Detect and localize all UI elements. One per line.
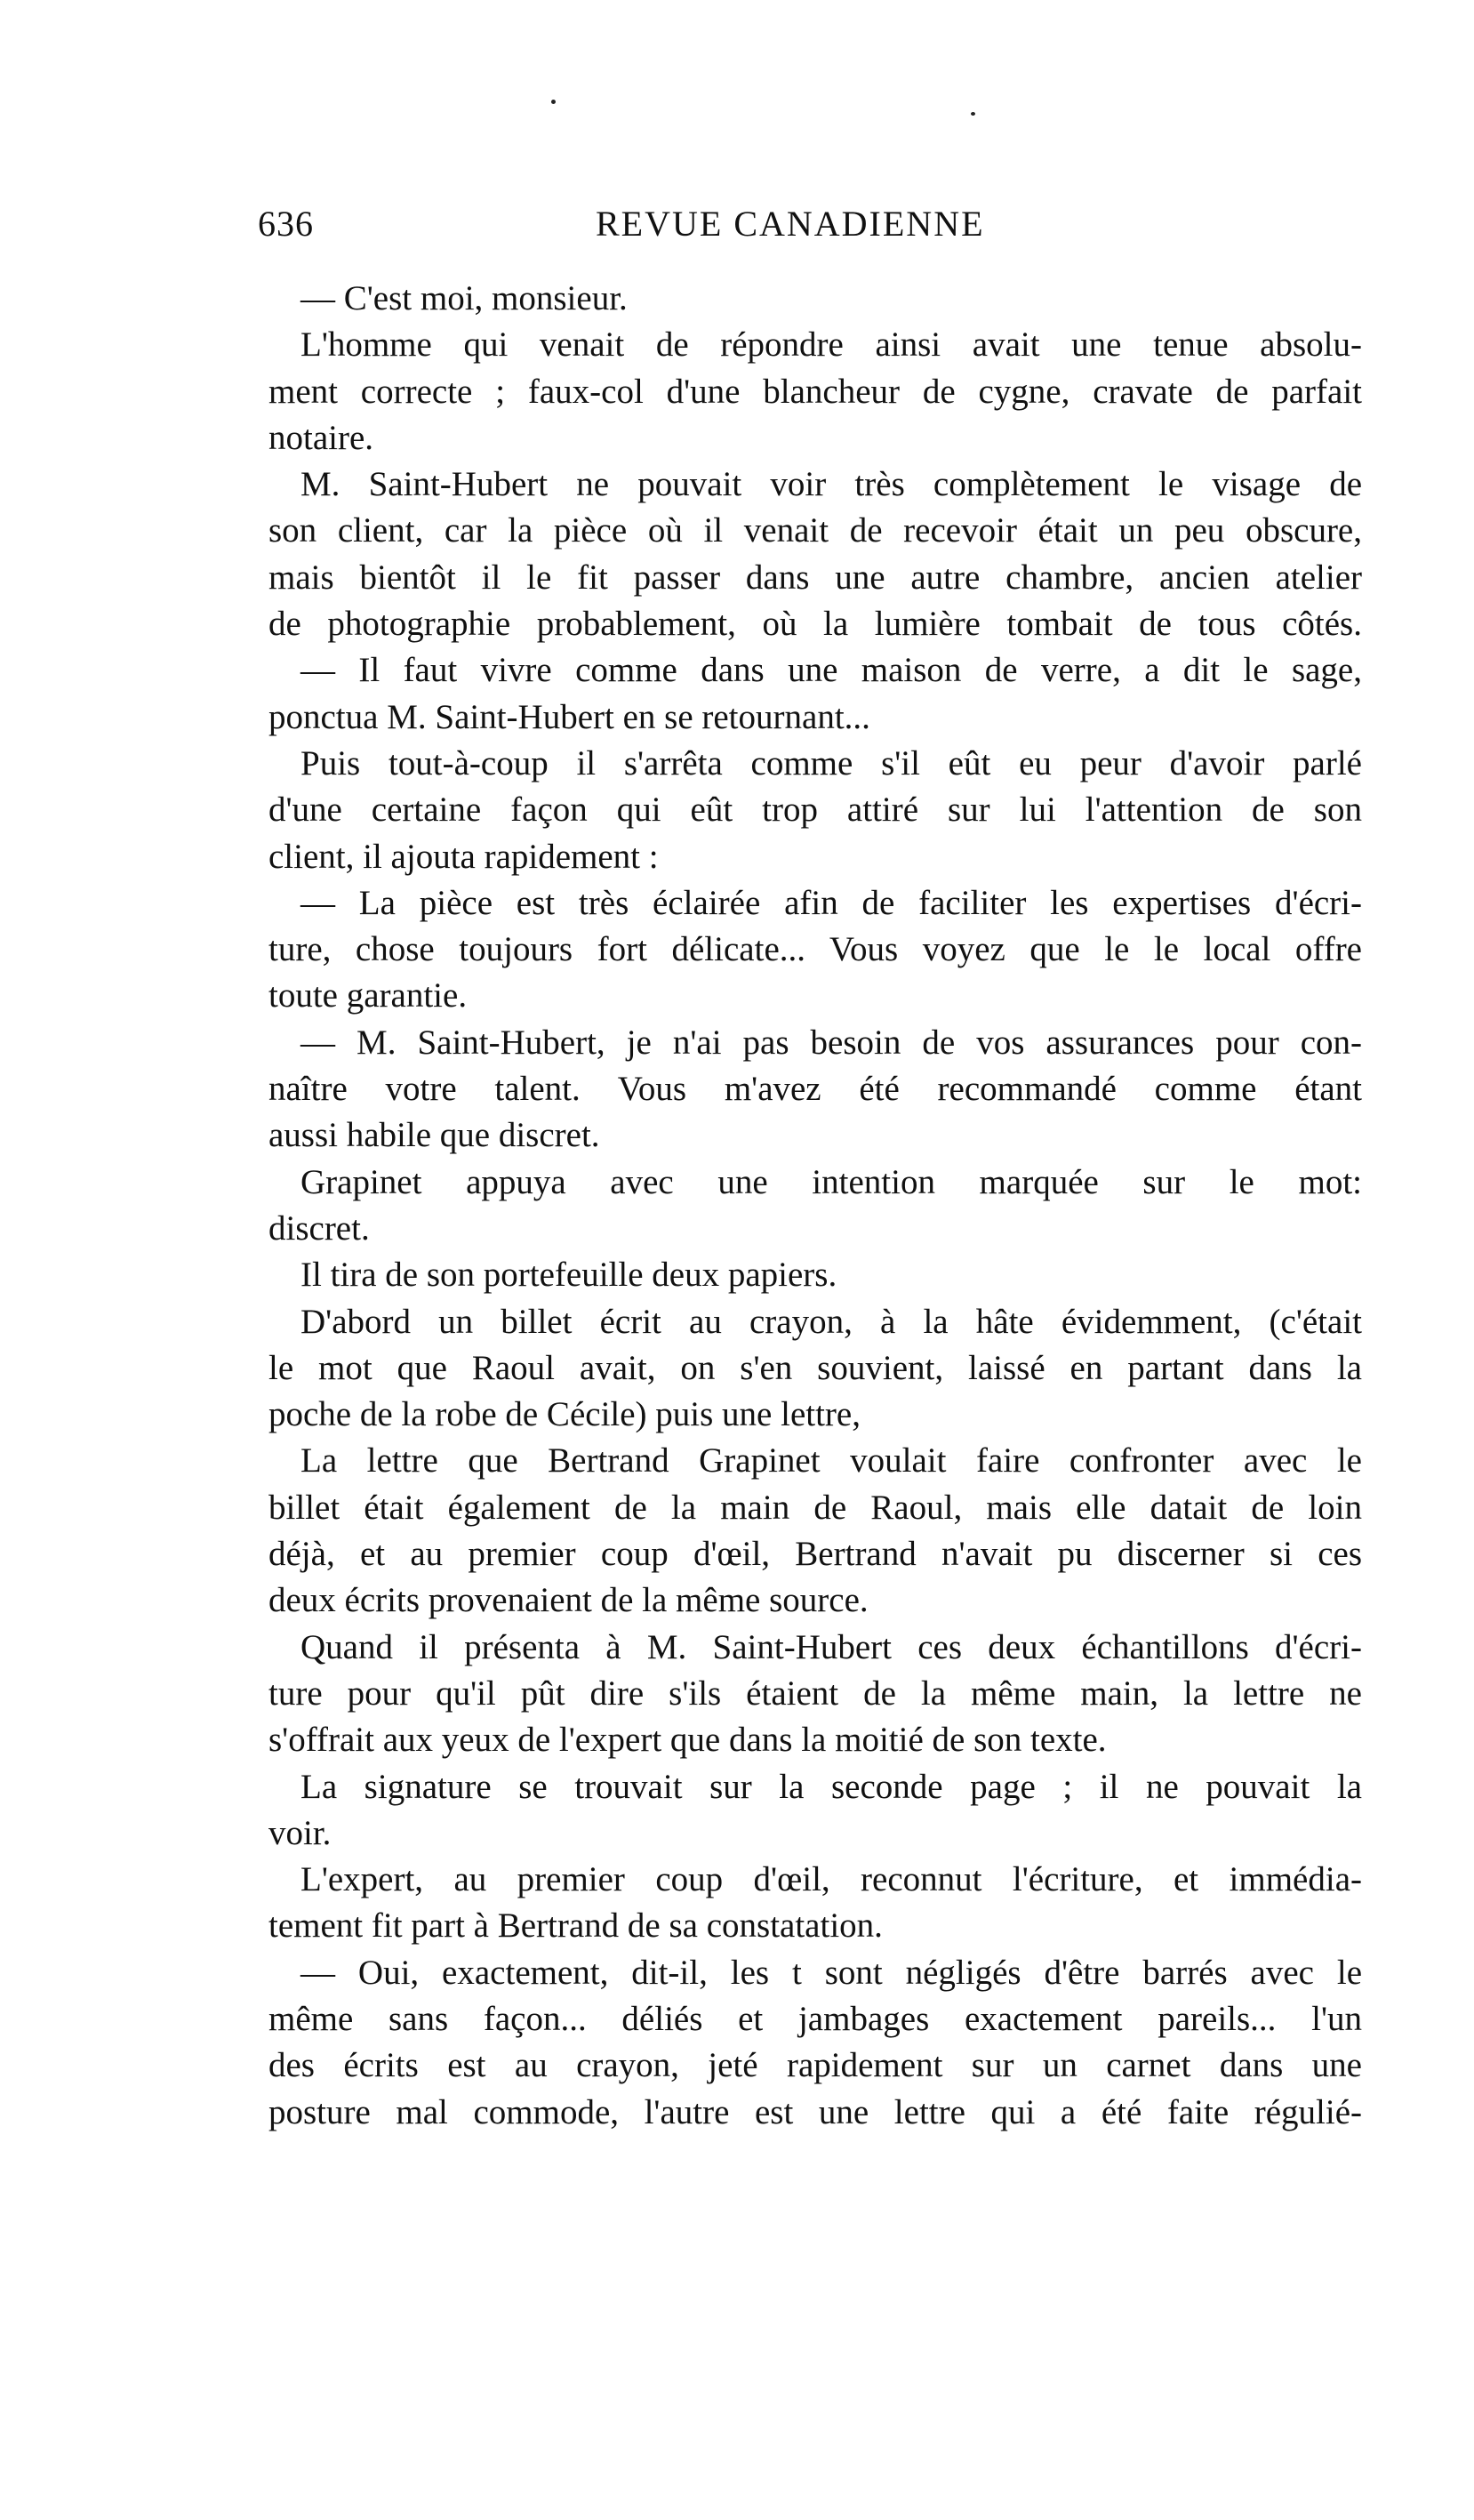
text-line: ture, chose toujours fort délicate... Vous voyez que le le local offre	[268, 930, 1362, 969]
text-line: aussi habile que discret.	[268, 1116, 600, 1155]
text-line: de photographie probablement, où la lumière tombait de tous côtés.	[268, 605, 1362, 644]
text-line: mais bientôt il le fit passer dans une autre chambre, ancien atelier	[268, 558, 1362, 597]
text-line: tement fit part à Bertrand de sa constatation.	[268, 1906, 883, 1946]
text-line: — C'est moi, monsieur.	[300, 279, 628, 317]
text-line: notaire.	[268, 418, 374, 457]
text-line: posture mal commode, l'autre est une lettre qui a été faite régulié-	[268, 2092, 1362, 2131]
text-line: billet était également de la main de Raoul, mais elle datait de loin	[268, 1488, 1362, 1527]
text-line: discret.	[268, 1208, 370, 1248]
text-line: Grapinet appuya avec une intention marquée sur le mot:	[300, 1162, 1362, 1201]
text-line: naître votre talent. Vous m'avez été recommandé comme étant	[268, 1070, 1362, 1109]
article-body	[268, 276, 1362, 2136]
text-line: toute garantie.	[268, 976, 468, 1015]
print-speck	[971, 112, 975, 116]
page-header	[258, 203, 1031, 256]
text-line: — Oui, exactement, dit-il, les t sont négligés d'être barrés avec le	[300, 1953, 1362, 1992]
text-line: L'homme qui venait de répondre ainsi avait une tenue absolu-	[300, 325, 1362, 365]
text-line: déjà, et au premier coup d'œil, Bertrand n'avait pu discerner si ces	[268, 1535, 1362, 1574]
text-line: ponctua M. Saint-Hubert en se retournant...	[268, 697, 870, 736]
text-line: d'une certaine façon qui eût trop attiré sur lui l'attention de son	[268, 791, 1362, 830]
text-line: deux écrits provenaient de la même source.	[268, 1581, 869, 1620]
print-speck	[551, 100, 556, 104]
text-line: des écrits est au crayon, jeté rapidement sur un carnet dans une	[268, 2046, 1362, 2085]
text-line: Puis tout-à-coup il s'arrêta comme s'il eût eu peur d'avoir parlé	[300, 743, 1362, 782]
text-line: ment correcte ; faux-col d'une blancheur de cygne, cravate de parfait	[268, 372, 1362, 411]
text-line: — M. Saint-Hubert, je n'ai pas besoin de vos assurances pour con-	[300, 1023, 1362, 1062]
text-line: La lettre que Bertrand Grapinet voulait faire confronter avec le	[300, 1441, 1362, 1481]
text-line: La signature se trouvait sur la seconde page ; il ne pouvait la	[300, 1767, 1362, 1806]
text-line: L'expert, au premier coup d'œil, reconnut l'écriture, et immédia-	[300, 1860, 1362, 1899]
text-line: même sans façon... déliés et jambages exactement pareils... l'un	[268, 1999, 1362, 2038]
text-line: son client, car la pièce où il venait de recevoir était un peu obscure,	[268, 511, 1362, 550]
text-line: poche de la robe de Cécile) puis une lettre,	[268, 1395, 861, 1434]
text-line: le mot que Raoul avait, on s'en souvient, laissé en partant dans la	[268, 1348, 1362, 1387]
text-line: s'offrait aux yeux de l'expert que dans la moitié de son texte.	[268, 1721, 1107, 1760]
text-line: M. Saint-Hubert ne pouvait voir très complètement le visage de	[300, 465, 1362, 504]
text-line: D'abord un billet écrit au crayon, à la hâte évidemment, (c'était	[300, 1302, 1362, 1341]
running-title: REVUE CANADIENNE	[596, 204, 985, 244]
text-line: — Il faut vivre comme dans une maison de verre, a dit le sage,	[300, 651, 1362, 690]
text-line: — La pièce est très éclairée afin de faciliter les expertises d'écri-	[300, 883, 1362, 922]
text-line: client, il ajouta rapidement :	[268, 837, 659, 876]
page-number: 636	[258, 204, 314, 244]
text-line: voir.	[268, 1813, 332, 1852]
text-line: Il tira de son portefeuille deux papiers.	[300, 1256, 837, 1295]
text-line: Quand il présenta à M. Saint-Hubert ces deux échantillons d'écri-	[300, 1627, 1362, 1666]
text-line: ture pour qu'il pût dire s'ils étaient de la même main, la lettre ne	[268, 1673, 1362, 1713]
